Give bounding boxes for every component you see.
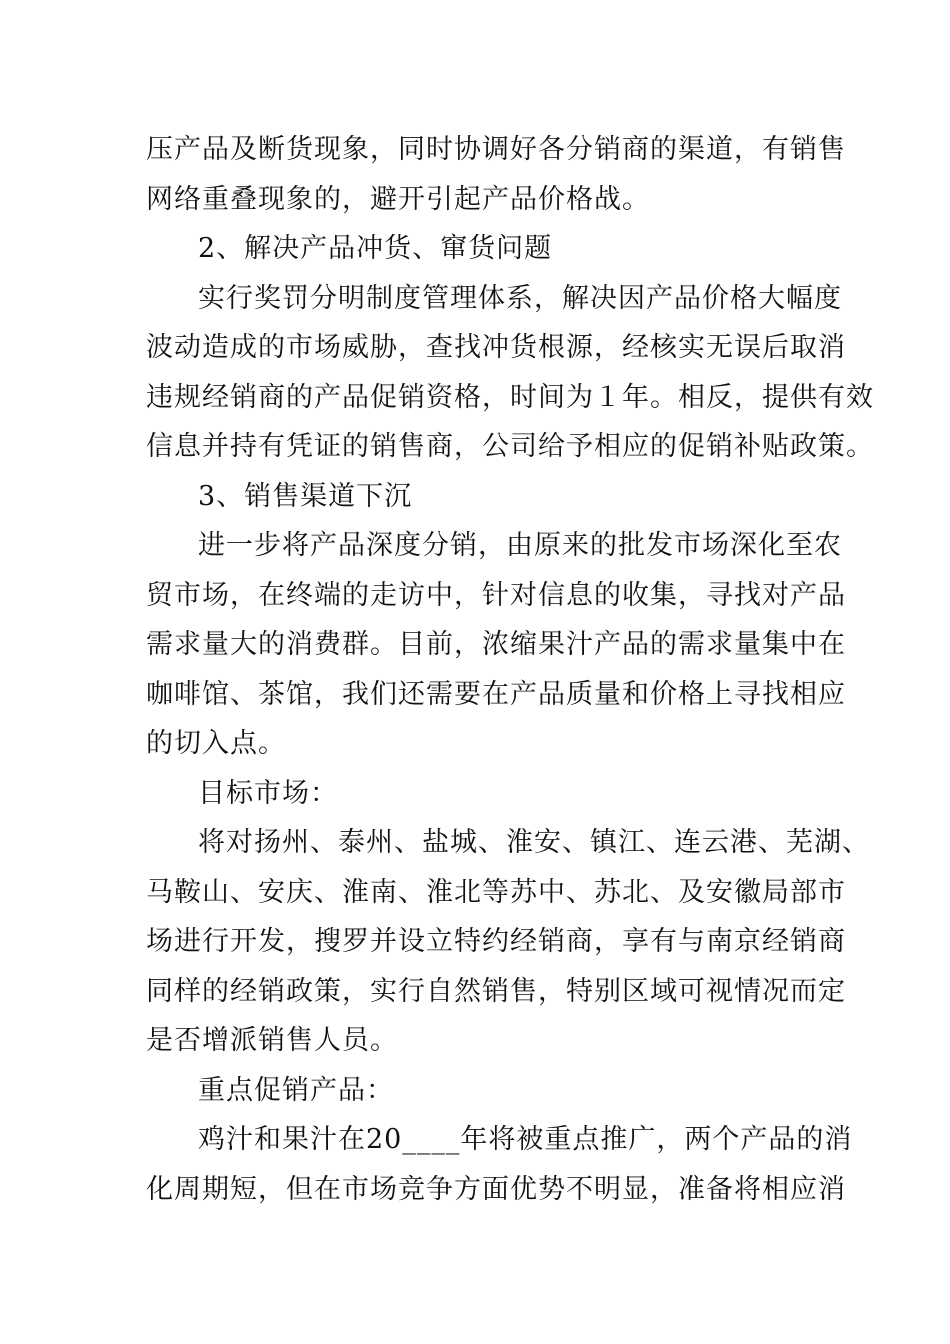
document-body: [146, 125, 874, 1214]
text-line: 需求量大的消费群。目前，浓缩果汁产品的需求量集中在: [146, 629, 846, 660]
text-line: 波动造成的市场威胁，查找冲货根源，经核实无误后取消: [146, 332, 846, 363]
text-line: 场进行开发，搜罗并设立特约经销商，享有与南京经销商: [146, 926, 846, 957]
text-line: 网络重叠现象的，避开引起产品价格战。: [146, 183, 650, 215]
text-line: 是否增派销售人员。: [146, 1025, 398, 1056]
text-line: 贸市场，在终端的走访中，针对信息的收集，寻找对产品: [146, 579, 846, 611]
text-line: 实行奖罚分明制度管理体系，解决因产品价格大幅度: [198, 282, 842, 314]
text-line: 咖啡馆、茶馆，我们还需要在产品质量和价格上寻找相应: [146, 678, 846, 710]
text-line: 违规经销商的产品促销资格，时间为１年。相反，提供有效: [146, 381, 874, 413]
text-line: 马鞍山、安庆、淮南、淮北等苏中、苏北、及安徽局部市: [146, 876, 846, 908]
text-line: 同样的经销政策，实行自然销售，特别区域可视情况而定: [146, 975, 846, 1007]
text-line: 的切入点。: [146, 728, 286, 759]
text-line: 化周期短，但在市场竞争方面优势不明显，准备将相应消: [146, 1173, 846, 1205]
text-line: 压产品及断货现象，同时协调好各分销商的渠道，有销售: [146, 134, 846, 165]
section-heading: 重点促销产品：: [198, 1074, 394, 1106]
text-line: 将对扬州、泰州、盐城、淮安、镇江、连云港、芜湖、: [198, 827, 870, 858]
text-line: 鸡汁和果汁在20____年将被重点推广，两个产品的消: [198, 1124, 853, 1155]
text-line: 进一步将产品深度分销，由原来的批发市场深化至农: [198, 530, 842, 561]
text-line: 信息并持有凭证的销售商，公司给予相应的促销补贴政策。: [146, 431, 874, 462]
section-heading: 3、销售渠道下沉: [198, 480, 413, 512]
section-heading: 目标市场：: [198, 777, 338, 809]
section-heading: 2、解决产品冲货、窜货问题: [198, 233, 553, 264]
